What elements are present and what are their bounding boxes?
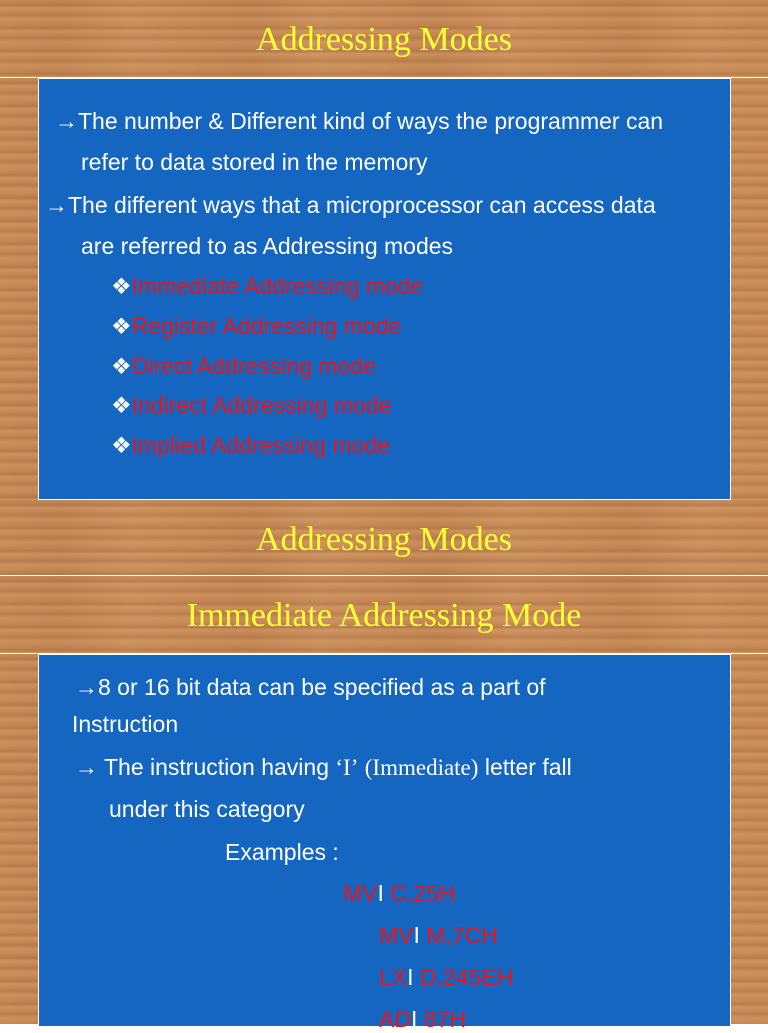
mode-label: Immediate Addressing mode bbox=[131, 273, 424, 299]
diamond-bullet-icon: ❖ bbox=[111, 273, 132, 299]
arrow-icon: → bbox=[45, 192, 68, 218]
slide1-para1-line1 bbox=[55, 107, 663, 135]
mode-list-item bbox=[111, 272, 423, 300]
diamond-bullet-icon: ❖ bbox=[111, 392, 132, 418]
para1-text: 8 or 16 bit data can be specified as a part of bbox=[98, 674, 546, 700]
mode-label: Indirect Addressing mode bbox=[131, 392, 392, 418]
example-instruction bbox=[343, 879, 455, 907]
slide3-para1-line1 bbox=[75, 673, 546, 701]
mode-label: Register Addressing mode bbox=[131, 313, 402, 339]
operand: M,7CH bbox=[419, 922, 498, 948]
opcode-prefix: LX bbox=[379, 964, 408, 990]
opcode-immediate-letter: I bbox=[407, 964, 414, 990]
examples-label: Examples : bbox=[225, 839, 339, 865]
slide3-title: Immediate Addressing Mode bbox=[186, 597, 582, 634]
slide1-content-panel bbox=[38, 78, 731, 500]
diamond-bullet-icon: ❖ bbox=[111, 432, 132, 458]
slide1-para2-line2: are referred to as Addressing modes bbox=[81, 233, 454, 259]
opcode-immediate-letter: I bbox=[377, 880, 384, 906]
example-instruction bbox=[379, 1005, 466, 1033]
para2-text-pre: The instruction having bbox=[98, 754, 336, 780]
mode-list-item bbox=[111, 431, 390, 459]
example-instruction bbox=[379, 963, 513, 991]
example-instruction bbox=[379, 921, 498, 949]
slide2-title: Addressing Modes bbox=[256, 521, 512, 558]
opcode-prefix: MV bbox=[343, 880, 378, 906]
mode-list-item bbox=[111, 352, 376, 380]
arrow-icon: → bbox=[55, 108, 78, 134]
slide3-para1-line2: Instruction bbox=[72, 711, 179, 737]
opcode-immediate-letter: I bbox=[410, 1006, 418, 1032]
operand: 87H bbox=[417, 1006, 466, 1032]
opcode-prefix: AD bbox=[379, 1006, 411, 1032]
opcode-prefix: MV bbox=[379, 922, 414, 948]
slide1-para1-line2: refer to data stored in the memory bbox=[81, 149, 428, 175]
para2-paren: (Immediate) bbox=[364, 755, 479, 780]
para2-quote: ‘I’ bbox=[335, 755, 359, 780]
diamond-bullet-icon: ❖ bbox=[111, 353, 132, 379]
operand: D,245EH bbox=[413, 964, 514, 990]
slide1-title: Addressing Modes bbox=[256, 21, 512, 58]
operand: C,25H bbox=[383, 880, 456, 906]
mode-label: Implied Addressing mode bbox=[131, 432, 390, 458]
mode-label: Direct Addressing mode bbox=[131, 353, 376, 379]
slide3-para2-line2: under this category bbox=[109, 796, 305, 822]
arrow-icon: → bbox=[75, 674, 98, 700]
diamond-bullet-icon: ❖ bbox=[111, 313, 132, 339]
slide3-content-panel bbox=[38, 654, 731, 1032]
para2-text-post: letter fall bbox=[478, 754, 572, 780]
para1-text: The number & Different kind of ways the programmer can bbox=[78, 108, 664, 134]
para2-text: The different ways that a microprocessor can access data bbox=[68, 192, 656, 218]
slide3-para2-line1 bbox=[75, 753, 572, 782]
arrow-icon: → bbox=[75, 754, 98, 780]
slide1-para2-line1 bbox=[45, 191, 656, 219]
mode-list-item bbox=[111, 312, 401, 340]
opcode-immediate-letter: I bbox=[413, 922, 420, 948]
mode-list-item bbox=[111, 391, 391, 419]
